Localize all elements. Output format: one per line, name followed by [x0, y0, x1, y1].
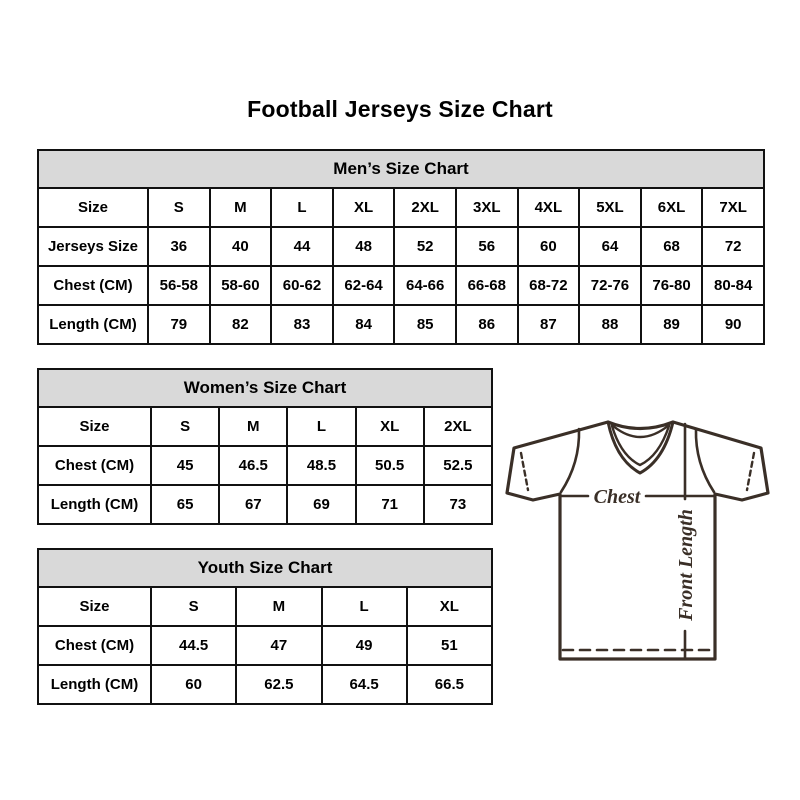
row-header: Length (CM): [38, 665, 151, 704]
row-header: Size: [38, 407, 151, 446]
value-cell: 72-76: [579, 266, 641, 305]
table-row: [38, 665, 492, 704]
row-header: Chest (CM): [38, 446, 151, 485]
value-cell: 86: [456, 305, 518, 344]
value-cell: 58-60: [210, 266, 272, 305]
value-cell: 6XL: [641, 188, 703, 227]
value-cell: 84: [333, 305, 395, 344]
value-cell: 52.5: [424, 446, 492, 485]
value-cell: 89: [641, 305, 703, 344]
value-cell: 65: [151, 485, 219, 524]
value-cell: 68-72: [518, 266, 580, 305]
row-header: Length (CM): [38, 485, 151, 524]
value-cell: 49: [322, 626, 407, 665]
row-header: Chest (CM): [38, 626, 151, 665]
value-cell: L: [322, 587, 407, 626]
row-header: Size: [38, 188, 148, 227]
value-cell: 50.5: [356, 446, 424, 485]
jersey-measurement-diagram: [500, 399, 775, 665]
youth-table-title: Youth Size Chart: [38, 549, 492, 587]
row-header: Jerseys Size: [38, 227, 148, 266]
value-cell: 87: [518, 305, 580, 344]
value-cell: 64: [579, 227, 641, 266]
value-cell: 48.5: [287, 446, 355, 485]
front-length-label: Front Length: [675, 509, 697, 621]
value-cell: 2XL: [394, 188, 456, 227]
value-cell: 56: [456, 227, 518, 266]
value-cell: 90: [702, 305, 764, 344]
value-cell: 83: [271, 305, 333, 344]
row-header: Chest (CM): [38, 266, 148, 305]
womens-size-table: [37, 368, 493, 525]
value-cell: 2XL: [424, 407, 492, 446]
value-cell: 64-66: [394, 266, 456, 305]
value-cell: S: [151, 587, 236, 626]
value-cell: 40: [210, 227, 272, 266]
value-cell: 67: [219, 485, 287, 524]
value-cell: M: [219, 407, 287, 446]
value-cell: 36: [148, 227, 210, 266]
value-cell: 88: [579, 305, 641, 344]
value-cell: 73: [424, 485, 492, 524]
value-cell: 44.5: [151, 626, 236, 665]
value-cell: 4XL: [518, 188, 580, 227]
table-row: [38, 305, 764, 344]
mens-size-table: [37, 149, 765, 345]
value-cell: 60-62: [271, 266, 333, 305]
value-cell: XL: [333, 188, 395, 227]
value-cell: L: [287, 407, 355, 446]
value-cell: 46.5: [219, 446, 287, 485]
women-table-title: Women’s Size Chart: [38, 369, 492, 407]
table-row: [38, 587, 492, 626]
value-cell: 62.5: [236, 665, 321, 704]
table-row: [38, 446, 492, 485]
value-cell: 82: [210, 305, 272, 344]
chest-label: Chest: [593, 486, 641, 508]
row-header: Length (CM): [38, 305, 148, 344]
value-cell: 72: [702, 227, 764, 266]
table-row: [38, 188, 764, 227]
value-cell: 60: [518, 227, 580, 266]
youth-size-table: [37, 548, 493, 705]
value-cell: 7XL: [702, 188, 764, 227]
value-cell: 52: [394, 227, 456, 266]
value-cell: 56-58: [148, 266, 210, 305]
value-cell: 66-68: [456, 266, 518, 305]
value-cell: M: [236, 587, 321, 626]
value-cell: 60: [151, 665, 236, 704]
table-row: [38, 626, 492, 665]
table-row: [38, 407, 492, 446]
value-cell: 80-84: [702, 266, 764, 305]
value-cell: 66.5: [407, 665, 492, 704]
table-row: [38, 227, 764, 266]
row-header: Size: [38, 587, 151, 626]
value-cell: XL: [407, 587, 492, 626]
value-cell: L: [271, 188, 333, 227]
value-cell: 68: [641, 227, 703, 266]
value-cell: M: [210, 188, 272, 227]
value-cell: 3XL: [456, 188, 518, 227]
value-cell: 45: [151, 446, 219, 485]
value-cell: 85: [394, 305, 456, 344]
value-cell: S: [151, 407, 219, 446]
value-cell: 48: [333, 227, 395, 266]
value-cell: 62-64: [333, 266, 395, 305]
value-cell: 5XL: [579, 188, 641, 227]
value-cell: 64.5: [322, 665, 407, 704]
men-table-title: Men’s Size Chart: [38, 150, 764, 188]
value-cell: XL: [356, 407, 424, 446]
table-row: [38, 485, 492, 524]
value-cell: 69: [287, 485, 355, 524]
page-title: Football Jerseys Size Chart: [247, 96, 553, 122]
table-row: [38, 266, 764, 305]
value-cell: 44: [271, 227, 333, 266]
value-cell: 76-80: [641, 266, 703, 305]
value-cell: S: [148, 188, 210, 227]
value-cell: 47: [236, 626, 321, 665]
value-cell: 51: [407, 626, 492, 665]
value-cell: 71: [356, 485, 424, 524]
value-cell: 79: [148, 305, 210, 344]
jersey-outline-shape: [507, 422, 768, 659]
